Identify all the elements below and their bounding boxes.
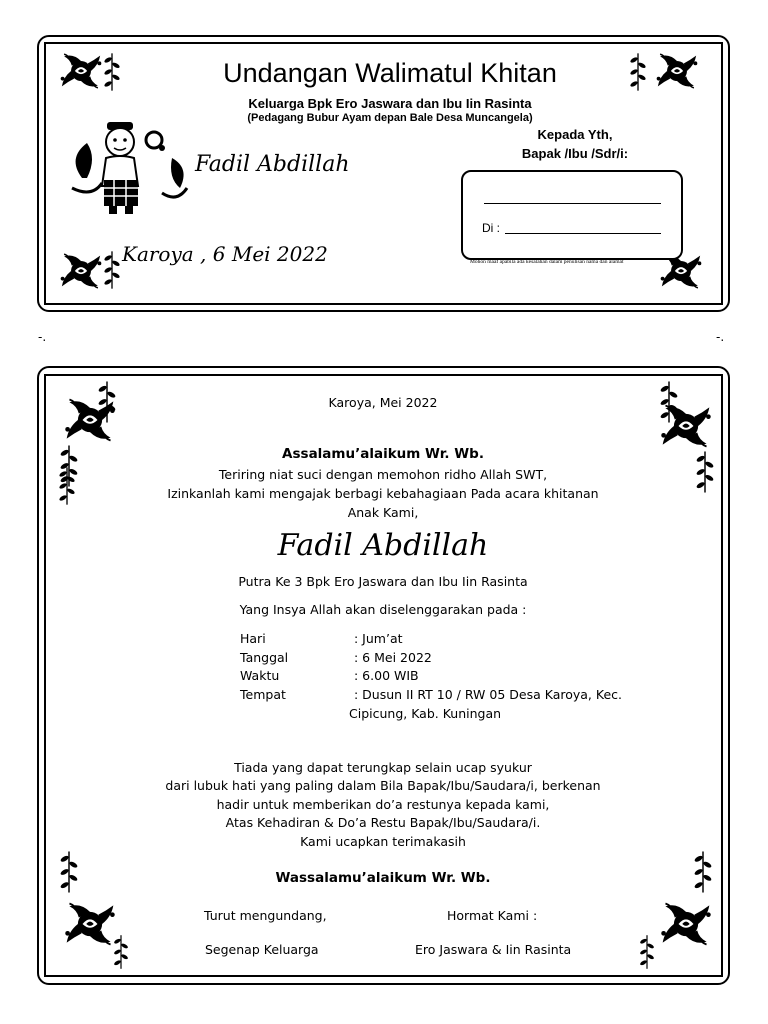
boy-illustration [62, 118, 192, 218]
cover-corner-ornament-top-left [58, 48, 128, 94]
cover-recipient-heading: Kepada Yth, [537, 127, 613, 142]
intro-line-2: Izinkanlah kami mengajak berbagi kebahagiaan Pada acara khitanan [167, 486, 599, 501]
invite-left-title: Turut mengundang, [204, 908, 327, 923]
letter-place-date: Karoya, Mei 2022 [328, 395, 438, 410]
detail-label-place: Tempat [240, 687, 286, 702]
opening-greeting: Assalamu’alaikum Wr. Wb. [282, 446, 484, 462]
schedule-intro: Yang Insya Allah akan diselenggarakan pada : [239, 602, 527, 617]
cover-occupation-line: (Pedagang Bubur Ayam depan Bale Desa Muncangela) [247, 112, 533, 124]
cover-child-name: Fadil Abdillah [195, 152, 350, 177]
address-di-label: Di : [482, 221, 500, 235]
cover-family-line: Keluarga Bpk Ero Jaswara dan Ibu Iin Rasinta [248, 96, 532, 111]
invite-right-title: Hormat Kami : [447, 908, 538, 923]
detail-label-day: Hari [240, 631, 266, 646]
closing-line-1: Tiada yang dapat terungkap selain ucap syukur [234, 760, 532, 775]
cut-mark-right: -. [716, 330, 725, 344]
invite-left-name: Segenap Keluarga [205, 942, 319, 957]
detail-label-date: Tanggal [240, 650, 289, 665]
cover-corner-ornament-top-right [628, 48, 704, 94]
closing-greeting: Wassalamu’alaikum Wr. Wb. [275, 870, 491, 886]
recipient-name-line [484, 203, 661, 204]
letter-corner-ornament-bottom-left [56, 850, 146, 972]
cut-mark-left: -. [38, 330, 47, 344]
letter-child-name: Fadil Abdillah [277, 528, 489, 563]
cover-title: Undangan Walimatul Khitan [223, 58, 557, 88]
letter-corner-ornament-bottom-right [630, 850, 720, 972]
closing-line-4: Atas Kehadiran & Do’a Restu Bapak/Ibu/Saudara/i. [225, 815, 541, 830]
detail-label-time: Waktu [240, 668, 280, 683]
closing-line-3: hadir untuk memberikan do’a restunya kepada kami, [216, 797, 550, 812]
closing-line-5: Kami ucapkan terimakasih [300, 834, 466, 849]
cover-apology-note: Mohon maaf apabila ada kesalahan dalam penulisan nama dan alamat [470, 259, 624, 265]
detail-value-date: : 6 Mei 2022 [354, 650, 432, 665]
cover-corner-ornament-bottom-left [58, 242, 128, 294]
intro-line-1: Teriring niat suci dengan memohon ridho Allah SWT, [218, 467, 548, 482]
detail-value-place-cont: Cipicung, Kab. Kuningan [349, 706, 502, 721]
closing-line-2: dari lubuk hati yang paling dalam Bila Bapak/Ibu/Saudara/i, berkenan [165, 778, 601, 793]
cover-recipient-label: Bapak /Ibu /Sdr/i: [521, 146, 629, 161]
child-description: Putra Ke 3 Bpk Ero Jaswara dan Ibu Iin Rasinta [238, 574, 528, 589]
intro-line-3: Anak Kami, [347, 505, 419, 520]
address-box [461, 170, 683, 260]
detail-value-place: : Dusun II RT 10 / RW 05 Desa Karoya, Kec. [354, 687, 622, 702]
recipient-address-line [505, 233, 661, 234]
cover-place-date: Karoya , 6 Mei 2022 [122, 242, 328, 266]
detail-value-day: : Jum’at [354, 631, 403, 646]
detail-value-time: : 6.00 WIB [354, 668, 419, 683]
invite-right-name: Ero Jaswara & Iin Rasinta [415, 942, 572, 957]
